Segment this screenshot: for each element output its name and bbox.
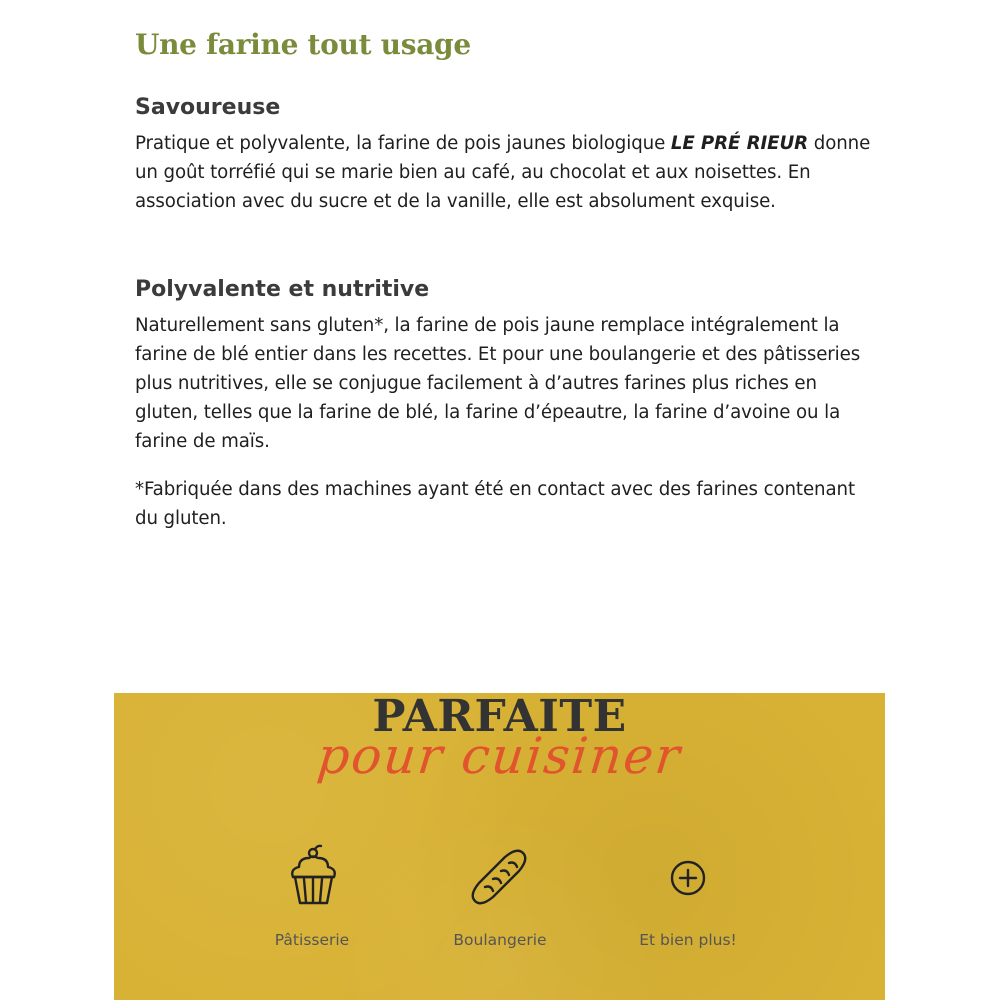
feature-patisserie xyxy=(222,843,402,949)
section-title-savoureuse: Savoureuse xyxy=(135,95,281,120)
cupcake-icon xyxy=(277,843,347,913)
parfaite-banner xyxy=(114,693,885,1000)
section-polyvalente xyxy=(135,277,875,534)
feature-label-boulangerie: Boulangerie xyxy=(453,931,547,949)
plus-circle-icon xyxy=(653,843,723,913)
text-after-brand: donne un goût torréfié qui se marie bien au café, au chocolat et aux noisettes. En association avec du sucre et de la vanille, elle est absolument exquise. xyxy=(135,133,871,212)
gluten-note: *Fabriquée dans des machines ayant été en contact avec des farines contenant du gluten. xyxy=(135,479,855,530)
section-title-polyvalente: Polyvalente et nutritive xyxy=(135,277,430,303)
feature-label-patisserie: Pâtisserie xyxy=(274,931,350,949)
brand-name: LE PRÉ RIEUR xyxy=(670,133,809,154)
page-title: Une farine tout usage xyxy=(135,28,471,61)
bread-icon xyxy=(465,843,535,913)
text-before-brand: Pratique et polyvalente, la farine de pois jaunes biologique xyxy=(135,133,671,154)
feature-boulangerie xyxy=(410,843,590,949)
banner-title: PARFAITE xyxy=(372,693,627,742)
feature-plus xyxy=(598,843,778,949)
section-savoureuse xyxy=(135,95,875,216)
section-text-savoureuse xyxy=(135,130,875,216)
content xyxy=(135,28,875,534)
section-text-polyvalente: Naturellement sans gluten*, la farine de pois jaune remplace intégralement la farine de blé entier dans les recettes. Et pour une boulangerie et des pâtisseries plus nutritives, elle se conjugue facilement à d’autres farines plus riches en gluten, telles que la farine de blé, la farine d’épeautre, la farine d’avoine ou la farine de maïs. xyxy=(135,315,861,452)
feature-label-plus: Et bien plus! xyxy=(639,931,737,949)
banner-script: pour cuisiner xyxy=(314,727,685,785)
